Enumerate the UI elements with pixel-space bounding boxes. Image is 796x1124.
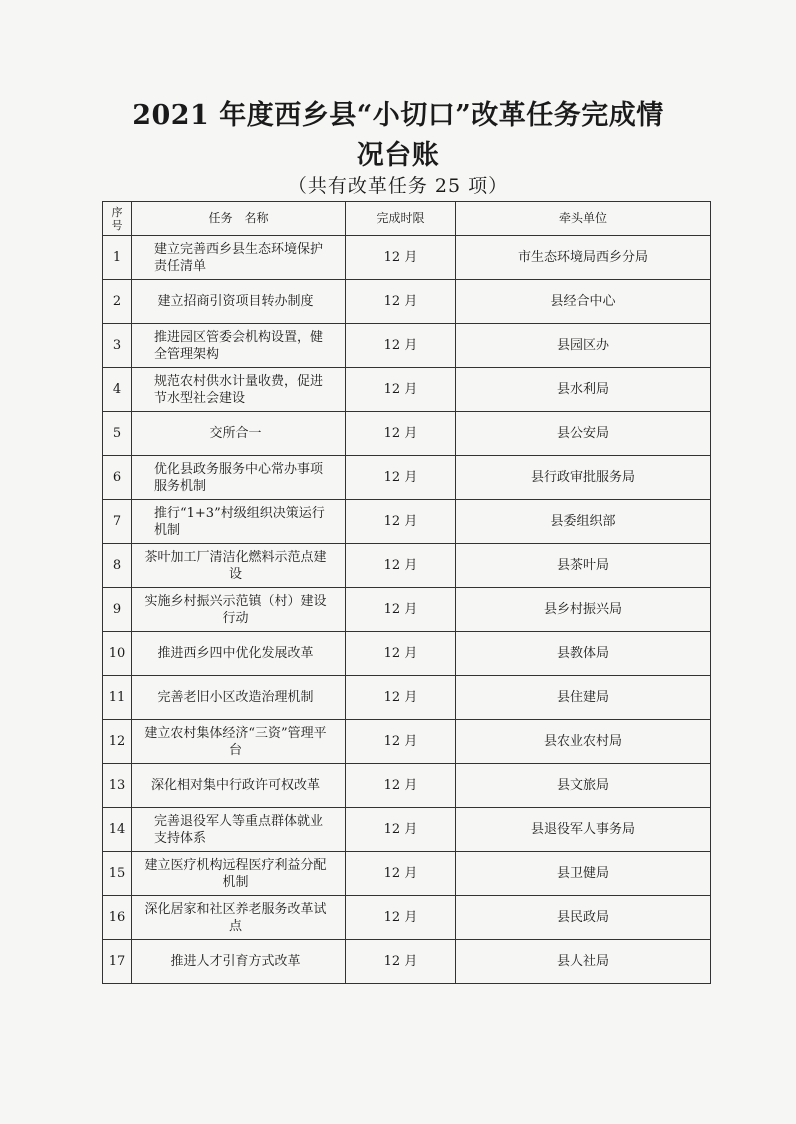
table-row (103, 764, 711, 808)
row-deadline: 12 月 (346, 764, 456, 808)
row-number: 12 (103, 720, 132, 764)
row-number: 13 (103, 764, 132, 808)
row-task-name: 完善老旧小区改造治理机制 (132, 676, 346, 720)
row-lead-unit: 县农业农村局 (456, 720, 711, 764)
table-row (103, 808, 711, 852)
row-lead-unit: 县公安局 (456, 412, 711, 456)
row-deadline: 12 月 (346, 588, 456, 632)
row-task-name: 茶叶加工厂清洁化燃料示范点建设 (132, 544, 346, 588)
header-deadline: 完成时限 (346, 202, 456, 236)
row-task-name: 推进人才引育方式改革 (132, 940, 346, 984)
table-row (103, 368, 711, 412)
row-task-name: 建立医疗机构远程医疗利益分配机制 (132, 852, 346, 896)
row-lead-unit: 县人社局 (456, 940, 711, 984)
row-number: 8 (103, 544, 132, 588)
row-number: 5 (103, 412, 132, 456)
row-lead-unit: 县行政审批服务局 (456, 456, 711, 500)
table-row (103, 456, 711, 500)
row-number: 4 (103, 368, 132, 412)
row-task-name: 建立招商引资项目转办制度 (132, 280, 346, 324)
row-task-name: 实施乡村振兴示范镇（村）建设行动 (132, 588, 346, 632)
row-task-name: 建立完善西乡县生态环境保护责任清单 (132, 236, 346, 280)
row-number: 1 (103, 236, 132, 280)
row-task-name: 完善退役军人等重点群体就业支持体系 (132, 808, 346, 852)
table-row (103, 720, 711, 764)
row-task-name: 优化县政务服务中心常办事项服务机制 (132, 456, 346, 500)
row-lead-unit: 市生态环境局西乡分局 (456, 236, 711, 280)
row-deadline: 12 月 (346, 280, 456, 324)
row-deadline: 12 月 (346, 720, 456, 764)
row-deadline: 12 月 (346, 808, 456, 852)
row-deadline: 12 月 (346, 236, 456, 280)
row-lead-unit: 县乡村振兴局 (456, 588, 711, 632)
page-subtitle: （共有改革任务 25 项） (287, 175, 509, 197)
row-lead-unit: 县民政局 (456, 896, 711, 940)
table-row (103, 324, 711, 368)
row-task-name: 推进园区管委会机构设置，健全管理架构 (132, 324, 346, 368)
table-row (103, 676, 711, 720)
header-row (103, 202, 711, 236)
task-ledger-table (102, 201, 711, 984)
header-no: 序号 (103, 202, 132, 236)
title-line-1: 2021 年度西乡县“小切口”改革任务完成情 (132, 100, 664, 131)
table-row (103, 632, 711, 676)
table-row (103, 236, 711, 280)
row-number: 15 (103, 852, 132, 896)
row-lead-unit: 县文旅局 (456, 764, 711, 808)
row-number: 14 (103, 808, 132, 852)
table-body (103, 236, 711, 984)
row-number: 7 (103, 500, 132, 544)
table-row (103, 588, 711, 632)
row-number: 3 (103, 324, 132, 368)
row-task-name: 推行“1+3”村级组织决策运行机制 (132, 500, 346, 544)
row-lead-unit: 县住建局 (456, 676, 711, 720)
row-number: 9 (103, 588, 132, 632)
row-deadline: 12 月 (346, 940, 456, 984)
row-task-name: 深化居家和社区养老服务改革试点 (132, 896, 346, 940)
row-number: 11 (103, 676, 132, 720)
table-row (103, 544, 711, 588)
table-row (103, 896, 711, 940)
row-deadline: 12 月 (346, 896, 456, 940)
row-number: 17 (103, 940, 132, 984)
row-deadline: 12 月 (346, 368, 456, 412)
row-deadline: 12 月 (346, 324, 456, 368)
row-number: 2 (103, 280, 132, 324)
row-deadline: 12 月 (346, 676, 456, 720)
row-lead-unit: 县卫健局 (456, 852, 711, 896)
row-lead-unit: 县水利局 (456, 368, 711, 412)
row-task-name: 推进西乡四中优化发展改革 (132, 632, 346, 676)
row-task-name: 深化相对集中行政许可权改革 (132, 764, 346, 808)
row-deadline: 12 月 (346, 412, 456, 456)
row-deadline: 12 月 (346, 544, 456, 588)
header-unit: 牵头单位 (456, 202, 711, 236)
row-deadline: 12 月 (346, 852, 456, 896)
row-deadline: 12 月 (346, 632, 456, 676)
row-number: 16 (103, 896, 132, 940)
table-row (103, 500, 711, 544)
table-row (103, 280, 711, 324)
row-deadline: 12 月 (346, 500, 456, 544)
row-number: 6 (103, 456, 132, 500)
page-title (80, 96, 716, 176)
row-number: 10 (103, 632, 132, 676)
row-task-name: 交所合一 (132, 412, 346, 456)
row-lead-unit: 县教体局 (456, 632, 711, 676)
header-task: 任务 名称 (132, 202, 346, 236)
row-lead-unit: 县茶叶局 (456, 544, 711, 588)
table-row (103, 412, 711, 456)
row-lead-unit: 县委组织部 (456, 500, 711, 544)
row-lead-unit: 县退役军人事务局 (456, 808, 711, 852)
row-task-name: 规范农村供水计量收费，促进节水型社会建设 (132, 368, 346, 412)
table-row (103, 940, 711, 984)
row-lead-unit: 县经合中心 (456, 280, 711, 324)
table-row (103, 852, 711, 896)
row-lead-unit: 县园区办 (456, 324, 711, 368)
row-task-name: 建立农村集体经济“三资”管理平台 (132, 720, 346, 764)
row-deadline: 12 月 (346, 456, 456, 500)
title-line-2: 况台账 (356, 140, 440, 171)
